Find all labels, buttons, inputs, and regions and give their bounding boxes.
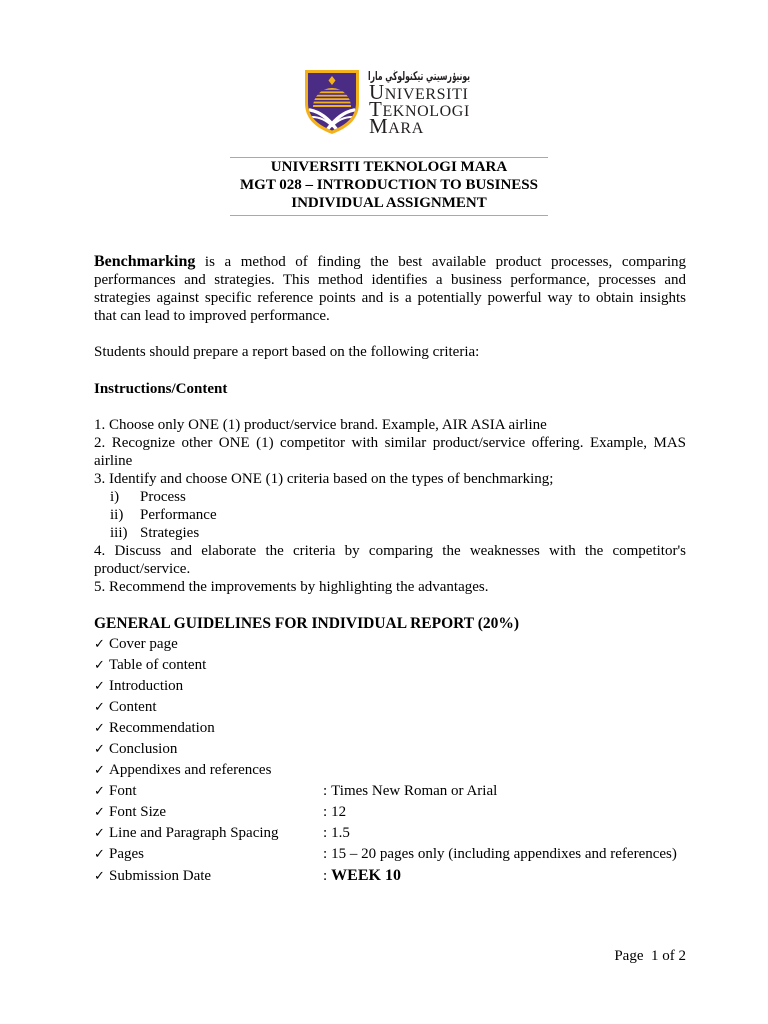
check-icon: ✓ (94, 721, 105, 736)
guideline-item (94, 865, 694, 886)
intro-line: strategies against specific reference points and is a potentially powerful way to obtain insights (94, 290, 686, 306)
guideline-value: Times New Roman or Arial (331, 783, 498, 799)
assignment-type: INDIVIDUAL ASSIGNMENT (291, 195, 487, 211)
guidelines-checklist (94, 634, 694, 886)
jawi-text: يونيۏرسيتي تيكنولوڬي مارا (368, 69, 529, 83)
guideline-item (94, 676, 694, 697)
list-item: 5. Recommend the improvements by highlighting the advantages. (94, 579, 489, 595)
list-item: 3. Identify and choose ONE (1) criteria based on the types of benchmarking; (94, 471, 554, 487)
guideline-value: 15 – 20 pages only (including appendixes and references) (331, 846, 677, 862)
uitm-crest-icon (302, 67, 362, 137)
sub-item (94, 488, 686, 506)
instructions-heading: Instructions/Content (94, 381, 228, 397)
guideline-label: Conclusion (109, 741, 178, 757)
check-icon: ✓ (94, 784, 105, 799)
guideline-item (94, 718, 694, 739)
guideline-separator: : (323, 783, 328, 799)
list-item-continuation: airline (94, 453, 133, 469)
course-title: MGT 028 – INTRODUCTION TO BUSINESS (240, 177, 538, 193)
guideline-label: Table of content (109, 657, 207, 673)
intro-term: Benchmarking (94, 253, 196, 270)
check-icon: ✓ (94, 847, 105, 862)
guideline-label: Recommendation (109, 720, 215, 736)
sub-item (94, 506, 686, 524)
guideline-separator: : (323, 846, 328, 862)
check-icon: ✓ (94, 742, 105, 757)
university-name: UNIVERSITI TEKNOLOGI MARA (270, 159, 508, 175)
intro-line: performances and strategies. This method identifies a business performance, processes and (94, 272, 686, 288)
check-icon: ✓ (94, 637, 105, 652)
sub-item-label: iii) (110, 525, 128, 541)
list-item: 1. Choose only ONE (1) product/service brand. Example, AIR ASIA airline (94, 417, 547, 433)
guideline-value: 12 (331, 804, 347, 820)
guideline-label: Font Size (109, 804, 167, 820)
guideline-label: Introduction (109, 678, 184, 694)
intro-line-text: is a method of finding the best available product processes, comparing (204, 254, 686, 270)
intro-line: that can lead to improved performance. (94, 308, 330, 324)
check-icon: ✓ (94, 679, 105, 694)
guideline-item (94, 634, 694, 655)
check-icon: ✓ (94, 658, 105, 673)
guideline-label: Pages (109, 846, 144, 862)
check-icon: ✓ (94, 869, 105, 884)
guideline-item (94, 760, 694, 781)
instructions-list (94, 416, 686, 596)
sub-item-text: Performance (140, 507, 217, 523)
wordmark-universiti: UNIVERSITI (369, 80, 469, 104)
list-item: 4. Discuss and elaborate the criteria by comparing the weaknesses with the competitor's (94, 543, 686, 559)
sub-item-label: i) (110, 489, 120, 505)
sub-item-label: ii) (110, 507, 124, 523)
guideline-label: Cover page (109, 636, 178, 652)
list-item-continuation: product/service. (94, 561, 191, 577)
header-rule-bottom (230, 215, 548, 216)
guideline-label: Submission Date (109, 868, 212, 884)
check-icon: ✓ (94, 700, 105, 715)
guideline-separator: : (323, 868, 328, 884)
guideline-separator: : (323, 825, 328, 841)
document-title (230, 158, 548, 212)
page-number: Page 1 of 2 (614, 948, 686, 964)
wordmark-teknologi: TEKNOLOGI (369, 97, 470, 121)
list-item: 2. Recognize other ONE (1) competitor with similar product/service offering. Example, MAS (94, 435, 686, 451)
guideline-value: 1.5 (331, 825, 350, 841)
check-icon: ✓ (94, 805, 105, 820)
lead-in-text: Students should prepare a report based on the following criteria: (94, 344, 480, 360)
sub-item (94, 524, 686, 542)
check-icon: ✓ (94, 826, 105, 841)
intro-paragraph (94, 253, 686, 325)
check-icon: ✓ (94, 763, 105, 778)
sub-item-text: Strategies (140, 525, 200, 541)
sub-item-text: Process (140, 489, 186, 505)
guideline-item (94, 739, 694, 760)
guideline-separator: : (323, 804, 328, 820)
submission-week: WEEK 10 (331, 867, 401, 884)
intro-line (94, 253, 686, 271)
guideline-item (94, 823, 694, 844)
guideline-item (94, 802, 694, 823)
guideline-item (94, 781, 694, 802)
guidelines-heading: GENERAL GUIDELINES FOR INDIVIDUAL REPORT (20%) (94, 615, 520, 632)
guideline-item (94, 697, 694, 718)
wordmark-mara: MARA (369, 114, 424, 138)
guideline-label: Appendixes and references (109, 762, 272, 778)
guideline-item (94, 655, 694, 676)
guideline-label: Content (109, 699, 157, 715)
guideline-label: Font (109, 783, 137, 799)
guideline-label: Line and Paragraph Spacing (109, 825, 279, 841)
guideline-item (94, 844, 694, 865)
